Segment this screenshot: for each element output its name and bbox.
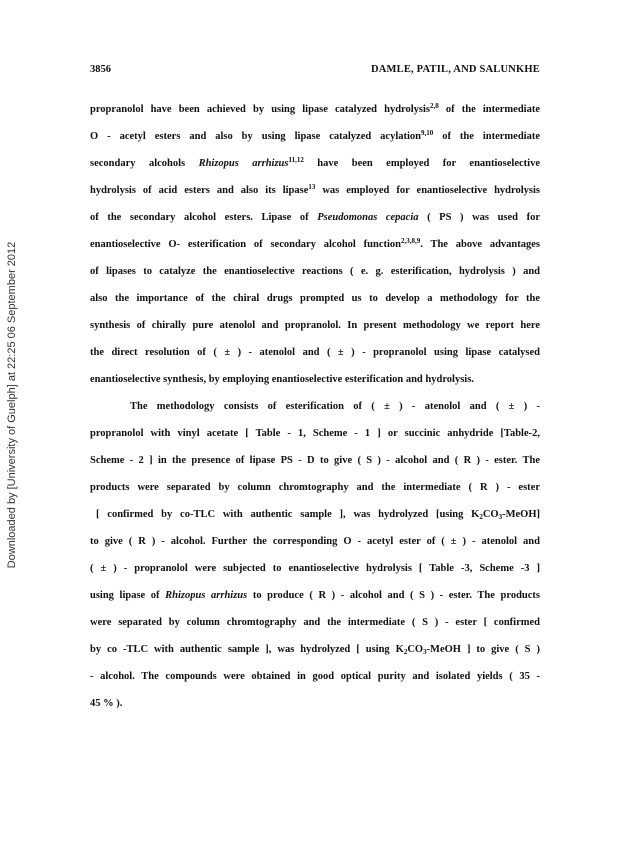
text-line: propranolol with vinyl acetate [ Table - 1, Scheme - 1 ] or succinic anhydride [Table-2, [90, 428, 540, 439]
text-line: hydrolysis of acid esters and also its lipase$^{13}$ was employed for enantioselective hydrolysis [90, 183, 540, 196]
text-line: of the secondary alcohol esters. Lipase of Pseudomonas cepacia ( PS ) was used for [90, 212, 541, 223]
text-line: enantioselective O- esterification of secondary alcohol function$^{2,3,8,9}$. The above advantages [90, 237, 540, 250]
text-line: using lipase of Rhizopus arrhizus to produce ( R ) - alcohol and ( S ) - ester. The products [90, 590, 540, 601]
text-line: also the importance of the chiral drugs prompted us to develop a methodology for the [90, 293, 540, 304]
text-line: - alcohol. The compounds were obtained in good optical purity and isolated yields ( 35 - [90, 671, 540, 682]
text-line: products were separated by column chromtography and the intermediate ( R ) - ester [90, 482, 540, 493]
text-line: 45 % ). [90, 698, 123, 709]
text-line: Scheme - 2 ] in the presence of lipase PS - D to give ( S ) - alcohol and ( R ) - ester. The [90, 455, 540, 466]
text-line: synthesis of chirally pure atenolol and propranolol. In present methodology we report here [90, 320, 540, 331]
text-line: The methodology consists of esterification of ( ± ) - atenolol and ( ± ) - [130, 401, 540, 412]
download-note: Downloaded by [University of Guelph] at 22:25 06 September 2012 [6, 241, 18, 569]
text-line: enantioselective synthesis, by employing enantioselective esterification and hydrolysis. [90, 374, 474, 385]
page-number: 3856 [90, 64, 111, 75]
text-line: by co -TLC with authentic sample ], was hydrolyzed [ using $K_2CO_3$-MeOH ] to give ( S ) [90, 644, 540, 656]
text-line: the direct resolution of ( ± ) - atenolol and ( ± ) - propranolol using lipase catalysed [90, 347, 540, 358]
text-line: O - acetyl esters and also by using lipase catalyzed acylation$^{9,10}$ of the intermediate [90, 129, 540, 142]
text-line: propranolol have been achieved by using lipase catalyzed hydrolysis$^{2,8}$ of the intermediate [90, 102, 540, 115]
body-text [90, 96, 540, 717]
text-line: were separated by column chromtography and the intermediate ( S ) - ester [ confirmed [90, 617, 540, 628]
text-line: [ confirmed by co-TLC with authentic sample ], was hydrolyzed [using $K_2CO_3-MeOH$] [96, 509, 540, 521]
text-line: secondary alcohols Rhizopus arrhizus$^{11,12}$ have been employed for enantioselective [90, 156, 540, 169]
text-line: to give ( R ) - alcohol. Further the corresponding O - acetyl ester of ( ± ) - atenolol and [90, 536, 540, 547]
text-line: of lipases to catalyze the enantioselective reactions ( e. g. esterification, hydrolysis ) and [90, 266, 540, 277]
running-head-authors: DAMLE, PATIL, AND SALUNKHE [370, 64, 540, 75]
download-watermark [4, 170, 20, 640]
text-line: ( ± ) - propranolol were subjected to enantioselective hydrolysis [ Table -3, Scheme -3 ] [90, 563, 540, 574]
